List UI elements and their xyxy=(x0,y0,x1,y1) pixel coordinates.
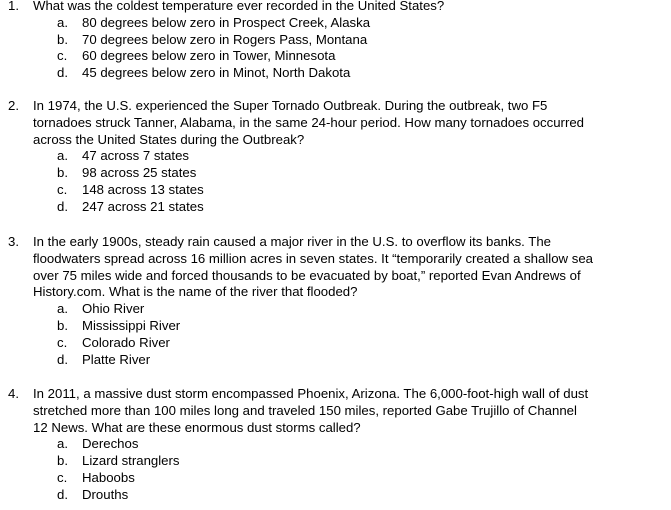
question-line: What was the coldest temperature ever recorded in the United States? xyxy=(33,0,445,13)
option-b[interactable] xyxy=(0,32,671,49)
option-c[interactable] xyxy=(0,182,671,199)
option-letter: b. xyxy=(57,453,68,469)
option-text: Mississippi River xyxy=(82,317,181,333)
option-c[interactable] xyxy=(0,335,671,352)
question-line: 12 News. What are these enormous dust storms called? xyxy=(33,419,361,435)
option-a[interactable] xyxy=(0,148,671,165)
option-letter: b. xyxy=(57,165,68,181)
option-text: Ohio River xyxy=(82,301,145,317)
option-text: Colorado River xyxy=(82,334,170,350)
question-line: History.com. What is the name of the river that flooded? xyxy=(33,284,358,300)
question-line: In 1974, the U.S. experienced the Super Tornado Outbreak. During the outbreak, two F5 xyxy=(33,98,548,113)
question-number: 4. xyxy=(8,386,19,401)
option-letter: a. xyxy=(57,436,68,452)
option-text: 47 across 7 states xyxy=(82,148,190,164)
option-letter: c. xyxy=(57,334,68,350)
question-line: tornadoes struck Tanner, Alabama, in the same 24-hour period. How many tornadoes occurred xyxy=(33,114,585,130)
option-letter: a. xyxy=(57,14,68,30)
question-line: stretched more than 100 miles long and traveled 150 miles, reported Gabe Trujillo of Channel xyxy=(33,402,577,418)
option-letter: b. xyxy=(57,317,68,333)
option-b[interactable] xyxy=(0,165,671,182)
option-a[interactable] xyxy=(0,301,671,318)
question-line: floodwaters spread across 16 million acres in seven states. It “temporarily created a shallow sea xyxy=(33,250,593,266)
question-number: 1. xyxy=(8,0,19,13)
option-text: 60 degrees below zero in Tower, Minnesota xyxy=(82,48,336,64)
option-d[interactable] xyxy=(0,65,671,82)
answer-options xyxy=(0,301,671,368)
option-text: Haboobs xyxy=(82,469,135,485)
question-text xyxy=(33,98,668,148)
question-text xyxy=(33,234,668,301)
question-text xyxy=(33,0,668,15)
option-text: 98 across 25 states xyxy=(82,165,197,181)
question-line: In 2011, a massive dust storm encompassed Phoenix, Arizona. The 6,000-foot-high wall of dust xyxy=(33,386,589,401)
option-text: 247 across 21 states xyxy=(82,198,204,214)
option-text: Drouths xyxy=(82,486,129,502)
option-letter: c. xyxy=(57,469,68,485)
option-text: 70 degrees below zero in Rogers Pass, Montana xyxy=(82,31,368,47)
option-a[interactable] xyxy=(0,15,671,32)
answer-options xyxy=(0,436,671,503)
option-text: Derechos xyxy=(82,436,139,452)
option-text: Platte River xyxy=(82,351,151,367)
option-letter: d. xyxy=(57,351,68,367)
answer-options xyxy=(0,148,671,215)
option-letter: a. xyxy=(57,301,68,317)
question-number: 3. xyxy=(8,234,19,249)
question-line: In the early 1900s, steady rain caused a major river in the U.S. to overflow its banks. The xyxy=(33,234,551,249)
question-number: 2. xyxy=(8,98,19,113)
option-letter: c. xyxy=(57,48,68,64)
option-text: Lizard stranglers xyxy=(82,453,180,469)
question-line: across the United States during the Outbreak? xyxy=(33,131,305,147)
option-text: 80 degrees below zero in Prospect Creek, Alaska xyxy=(82,14,371,30)
option-letter: d. xyxy=(57,198,68,214)
answer-options xyxy=(0,15,671,82)
option-text: 148 across 13 states xyxy=(82,181,204,197)
option-a[interactable] xyxy=(0,436,671,453)
option-d[interactable] xyxy=(0,487,671,504)
option-letter: a. xyxy=(57,148,68,164)
option-d[interactable] xyxy=(0,199,671,216)
option-letter: b. xyxy=(57,31,68,47)
option-b[interactable] xyxy=(0,453,671,470)
option-text: 45 degrees below zero in Minot, North Dakota xyxy=(82,65,351,81)
option-b[interactable] xyxy=(0,318,671,335)
question-text xyxy=(33,386,668,436)
option-c[interactable] xyxy=(0,470,671,487)
question-line: over 75 miles wide and forced thousands to be evacuated by boat,” reported Evan Andrews of xyxy=(33,267,581,283)
option-c[interactable] xyxy=(0,48,671,65)
option-d[interactable] xyxy=(0,352,671,369)
option-letter: d. xyxy=(57,65,68,81)
option-letter: d. xyxy=(57,486,68,502)
option-letter: c. xyxy=(57,181,68,197)
